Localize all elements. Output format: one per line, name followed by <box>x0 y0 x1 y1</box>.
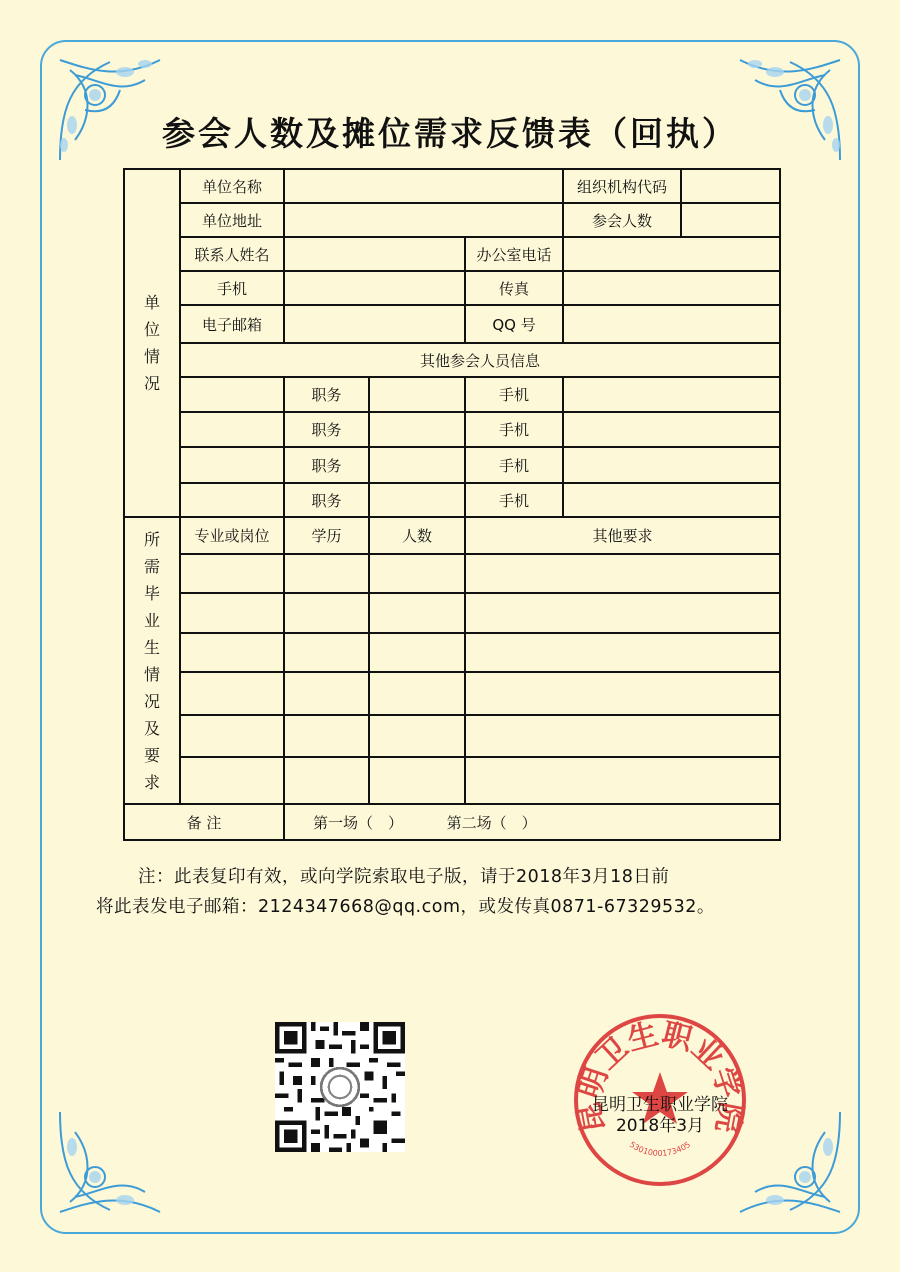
vertical-label-char: 业 <box>143 610 160 630</box>
education-cell[interactable] <box>284 633 369 672</box>
svg-text:昆明卫生职业学院: 昆明卫生职业学院 <box>571 1016 749 1136</box>
position-field[interactable] <box>369 377 465 412</box>
unit-address-field[interactable] <box>284 203 563 237</box>
other-name-field[interactable] <box>180 412 284 447</box>
position-label: 职务 <box>284 377 369 412</box>
education-header: 学历 <box>284 517 369 554</box>
phone-label: 手机 <box>465 377 563 412</box>
phone-label: 手机 <box>465 412 563 447</box>
major-cell[interactable] <box>180 715 284 757</box>
vertical-label-char: 求 <box>143 772 160 792</box>
note-text <box>96 862 836 922</box>
vertical-label-char: 要 <box>143 745 160 765</box>
unit-section-label-text <box>125 289 179 397</box>
office-phone-label: 办公室电话 <box>465 237 563 271</box>
phone-label: 手机 <box>465 447 563 483</box>
note-line-2: 将此表发电子邮箱：2124347668@qq.com，或发传真0871-67329532。 <box>96 897 715 917</box>
other-req-cell[interactable] <box>465 715 780 757</box>
svg-text:5301000173405: 5301000173405 <box>627 1139 693 1158</box>
org-code-field[interactable] <box>681 169 780 203</box>
fax-field[interactable] <box>563 271 780 305</box>
attendee-count-field[interactable] <box>681 203 780 237</box>
note-line-1: 注：此表复印有效，或向学院索取电子版，请于2018年3月18日前 <box>138 867 670 887</box>
corner-ornament-icon <box>50 1102 170 1222</box>
remarks-field[interactable] <box>284 804 780 840</box>
attendee-count-label: 参会人数 <box>563 203 681 237</box>
vertical-label-char: 况 <box>143 691 160 711</box>
position-field[interactable] <box>369 483 465 517</box>
other-req-header: 其他要求 <box>465 517 780 554</box>
count-header: 人数 <box>369 517 465 554</box>
mobile-field[interactable] <box>284 271 465 305</box>
org-code-label: 组织机构代码 <box>563 169 681 203</box>
email-label: 电子邮箱 <box>180 305 284 343</box>
phone-field[interactable] <box>563 483 780 517</box>
count-cell[interactable] <box>369 672 465 715</box>
vertical-label-char: 况 <box>143 374 160 393</box>
vertical-label-char: 需 <box>143 556 160 576</box>
unit-section-label <box>124 169 180 517</box>
other-req-cell[interactable] <box>465 554 780 593</box>
session-one-option[interactable]: 第一场（ ） <box>313 813 404 832</box>
session-two-option[interactable]: 第二场（ ） <box>446 813 537 832</box>
other-info-heading: 其他参会人员信息 <box>180 343 780 377</box>
vertical-label-char: 单 <box>143 293 160 312</box>
form-title: 参会人数及摊位需求反馈表（回执） <box>162 114 738 153</box>
vertical-label-char: 位 <box>143 320 160 339</box>
education-cell[interactable] <box>284 757 369 804</box>
education-cell[interactable] <box>284 672 369 715</box>
education-cell[interactable] <box>284 554 369 593</box>
feedback-form-table <box>123 168 781 841</box>
education-cell[interactable] <box>284 715 369 757</box>
remarks-label: 备 注 <box>124 804 284 840</box>
other-req-cell[interactable] <box>465 593 780 633</box>
contact-name-label: 联系人姓名 <box>180 237 284 271</box>
major-header: 专业或岗位 <box>180 517 284 554</box>
phone-field[interactable] <box>563 412 780 447</box>
position-label: 职务 <box>284 447 369 483</box>
phone-field[interactable] <box>563 377 780 412</box>
major-cell[interactable] <box>180 593 284 633</box>
major-cell[interactable] <box>180 672 284 715</box>
other-name-field[interactable] <box>180 483 284 517</box>
qr-code-icon <box>275 1022 405 1152</box>
issuer-name: 昆明卫生职业学院 <box>592 1095 728 1115</box>
unit-name-field[interactable] <box>284 169 563 203</box>
count-cell[interactable] <box>369 757 465 804</box>
count-cell[interactable] <box>369 715 465 757</box>
position-field[interactable] <box>369 447 465 483</box>
unit-name-label: 单位名称 <box>180 169 284 203</box>
phone-field[interactable] <box>563 447 780 483</box>
major-cell[interactable] <box>180 633 284 672</box>
education-cell[interactable] <box>284 593 369 633</box>
issue-date: 2018年3月 <box>615 1116 705 1136</box>
phone-label: 手机 <box>465 483 563 517</box>
qq-label: QQ 号 <box>465 305 563 343</box>
major-cell[interactable] <box>180 757 284 804</box>
vertical-label-char: 毕 <box>143 583 160 603</box>
other-req-cell[interactable] <box>465 757 780 804</box>
count-cell[interactable] <box>369 593 465 633</box>
vertical-label-char: 及 <box>143 718 160 738</box>
email-field[interactable] <box>284 305 465 343</box>
count-cell[interactable] <box>369 633 465 672</box>
issuer-block <box>560 1095 760 1137</box>
vertical-label-char: 生 <box>143 637 160 657</box>
vertical-label-char: 情 <box>143 347 160 366</box>
qq-field[interactable] <box>563 305 780 343</box>
mobile-label: 手机 <box>180 271 284 305</box>
vertical-label-char: 情 <box>143 664 160 684</box>
other-name-field[interactable] <box>180 377 284 412</box>
major-cell[interactable] <box>180 554 284 593</box>
unit-address-label: 单位地址 <box>180 203 284 237</box>
count-cell[interactable] <box>369 554 465 593</box>
other-name-field[interactable] <box>180 447 284 483</box>
other-req-cell[interactable] <box>465 672 780 715</box>
position-label: 职务 <box>284 483 369 517</box>
vertical-label-char: 所 <box>143 529 160 549</box>
position-field[interactable] <box>369 412 465 447</box>
office-phone-field[interactable] <box>563 237 780 271</box>
contact-name-field[interactable] <box>284 237 465 271</box>
grad-section-label-text <box>125 526 179 796</box>
position-label: 职务 <box>284 412 369 447</box>
fax-label: 传真 <box>465 271 563 305</box>
grad-section-label <box>124 517 180 804</box>
other-req-cell[interactable] <box>465 633 780 672</box>
